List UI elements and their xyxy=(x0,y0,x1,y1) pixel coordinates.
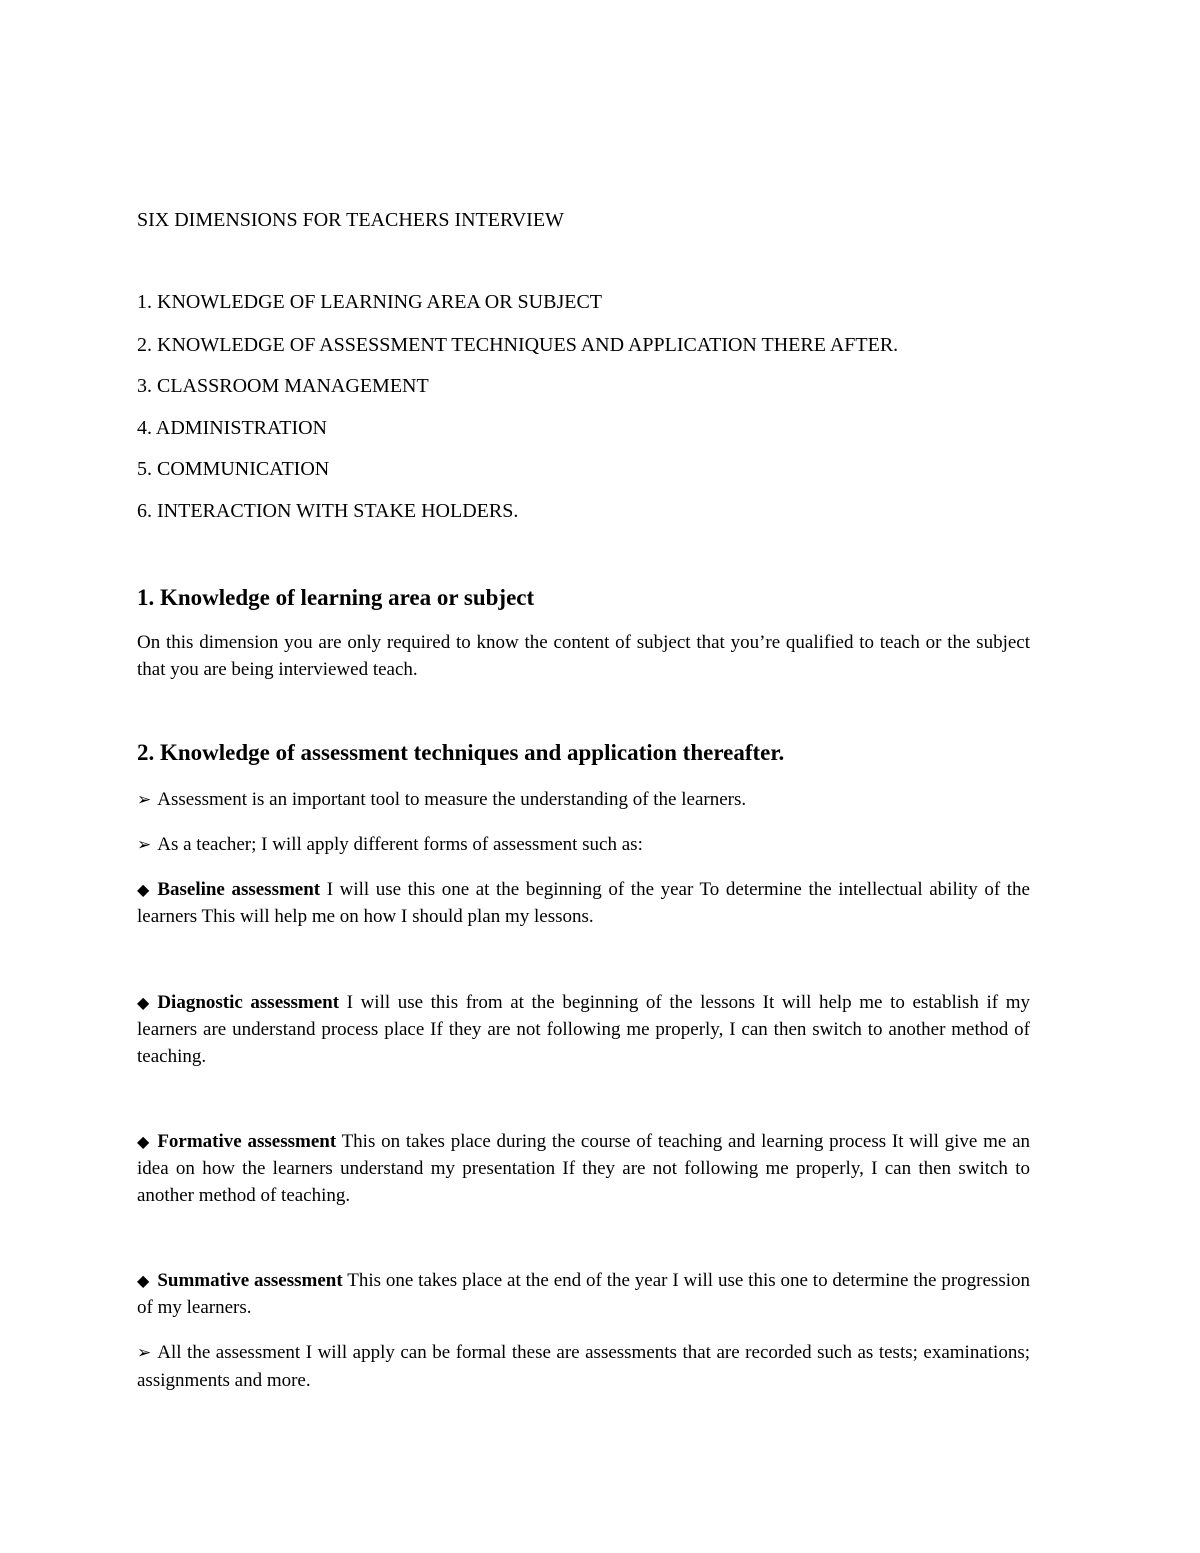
diagnostic-assessment xyxy=(137,989,1030,1070)
dimension-item-1: 1. KNOWLEDGE OF LEARNING AREA OR SUBJECT xyxy=(137,291,602,313)
formative-assessment-text: This on takes place during the course of teaching and learning process It will give me an idea on how the learners understand my presentation If they are not following me properly, I can then switch to another method of teaching. xyxy=(137,1131,1030,1206)
diamond-bullet-icon: ◆ xyxy=(137,1132,150,1151)
dimension-item-3: 3. CLASSROOM MANAGEMENT xyxy=(137,375,429,397)
baseline-assessment xyxy=(137,876,1030,930)
baseline-assessment-term: Baseline assessment xyxy=(157,879,321,900)
diamond-bullet-icon: ◆ xyxy=(137,1271,150,1290)
assessment-point-3-text: All the assessment I will apply can be formal these are assessments that are recorded such as tests; examinations; assignments and more. xyxy=(137,1342,1030,1391)
section-2-heading: 2. Knowledge of assessment techniques and application thereafter. xyxy=(137,740,785,765)
assessment-point-1-text: Assessment is an important tool to measure the understanding of the learners. xyxy=(157,789,747,810)
dimension-item-6: 6. INTERACTION WITH STAKE HOLDERS. xyxy=(137,500,519,522)
assessment-point-3 xyxy=(137,1339,1030,1394)
dimension-item-2: 2. KNOWLEDGE OF ASSESSMENT TECHNIQUES AND APPLICATION THERE AFTER. xyxy=(137,334,899,356)
arrow-bullet-icon: ➢ xyxy=(137,835,152,855)
arrow-bullet-icon: ➢ xyxy=(137,790,152,810)
summative-assessment xyxy=(137,1267,1030,1321)
assessment-point-2-text: As a teacher; I will apply different forms of assessment such as: xyxy=(157,834,643,855)
summative-assessment-text: This one takes place at the end of the year I will use this one to determine the progression of my learners. xyxy=(137,1270,1031,1318)
section-1-body: On this dimension you are only required to know the content of subject that you’re qualified to teach or the subject that you are being interviewed teach. xyxy=(137,632,1030,680)
diagnostic-assessment-term: Diagnostic assessment xyxy=(157,992,340,1013)
assessment-point-2 xyxy=(137,831,1030,859)
dimension-item-5: 5. COMMUNICATION xyxy=(137,458,330,480)
summative-assessment-term: Summative assessment xyxy=(157,1270,343,1291)
assessment-point-1 xyxy=(137,786,1030,814)
formative-assessment-term: Formative assessment xyxy=(157,1131,337,1152)
document-title: SIX DIMENSIONS FOR TEACHERS INTERVIEW xyxy=(137,209,564,231)
arrow-bullet-icon: ➢ xyxy=(137,1343,152,1363)
section-1-heading: 1. Knowledge of learning area or subject xyxy=(137,585,535,610)
baseline-assessment-text: I will use this one at the beginning of the year To determine the intellectual ability of the learners This will help me on how I should plan my lessons. xyxy=(137,879,1030,927)
diagnostic-assessment-text: I will use this from at the beginning of the lessons It will help me to establish if my learners are understand process place If they are not following me properly, I can then switch to another method of teaching. xyxy=(137,992,1031,1067)
formative-assessment xyxy=(137,1128,1030,1209)
diamond-bullet-icon: ◆ xyxy=(137,880,150,899)
diamond-bullet-icon: ◆ xyxy=(137,993,150,1012)
dimension-item-4: 4. ADMINISTRATION xyxy=(137,417,327,439)
